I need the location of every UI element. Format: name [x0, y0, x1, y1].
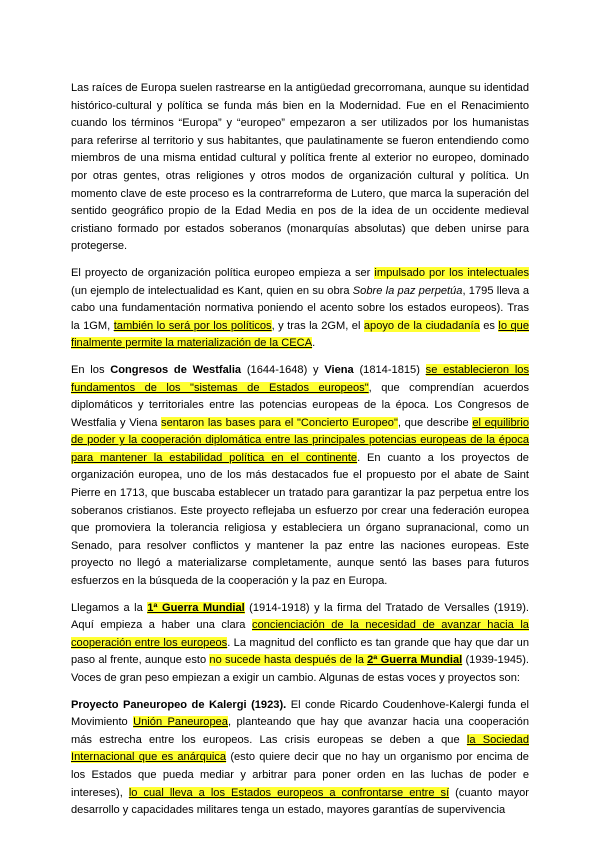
text-run: (1939-1945). Voces de gran peso empiezan a exigir un cambio. Algunas de estas voces y proyectos son: — [71, 654, 529, 684]
text-run: El conde Ricardo Coudenhove-Kalergi funda el Movimiento — [71, 698, 529, 729]
highlight-after-ww2: no sucede hasta después de la — [209, 654, 368, 667]
highlight-confrontation: lo cual lleva a los Estados europeos a confrontarse entre sí — [128, 786, 450, 799]
work-title: Sobre la paz perpetúa — [352, 284, 463, 297]
text-run: es — [479, 319, 499, 332]
paragraph-world-wars — [71, 600, 529, 688]
text-run: Llegamos a la — [71, 601, 148, 614]
text-run: (cuanto mayor desarrollo y capacidades militares tenga un estado, mayores garantías de supervivencia — [71, 786, 529, 817]
highlight-anarchic-society: la Sociedad Internacional que es anárquica — [71, 733, 529, 764]
highlight-concierto: sentaron las bases para el "Concierto Europeo" — [161, 416, 398, 429]
highlight-balance-power: el equilibrio de poder y la cooperación diplomática entre las principales potencias europeas de la época para mantener la estabilidad política en el continente — [71, 416, 529, 464]
highlight-union-paneuropea: Unión Paneuropea — [133, 716, 228, 729]
highlight-citizenship: apoyo de la ciudadanía — [363, 319, 480, 332]
paragraph-kalergi — [71, 697, 529, 820]
paragraph-political-project — [71, 265, 529, 353]
text-run: (1914-1918) y la firma del Tratado de Versalles (1919). Aquí empieza a haber una clara — [71, 601, 529, 632]
text-run: (1644-1648) y — [241, 363, 325, 376]
text-run: (esto quiere decir que no hay un organismo por encima de los Estados que pueda mediar y arbitrar para poner orden en las luchas de poder e intereses), — [71, 751, 529, 799]
bold-westfalia: Congresos de Westfalia — [110, 363, 242, 376]
paragraph-text: Las raíces de Europa suelen rastrearse en la antigüedad grecorromana, aunque su identidad histórico-cultural y política se funda más bien en la Modernidad. Fue en el Renacimiento cuando los términos “Europa” y “europeo” empezaron a ser utilizados por los humanistas para referirse al territorio y sus habitantes, que paulatinamente se fueron entendiendo como miembros de una misma entidad cultural y política frente al exterior no europeo, dominado por otras gentes, otras religiones y otros modos de organización cultural y política. Un momento clave de este proceso es la contrarreforma de Lutero, que marca la superación del sentido geográfico propio de la Edad Media en pos de la idea de un occidente medieval cristiano formado por estados soberanos (monarquías absolutas) que deben unirse para protegerse. — [71, 82, 529, 253]
text-run: , que describe — [397, 416, 473, 429]
text-run: En los — [71, 363, 111, 376]
highlight-politicians: también lo será por los políticos — [113, 319, 272, 332]
text-run: , que comprendían acuerdos diplomáticos y territoriales entre las potencias europeas de la época. Los Congresos de Westfalia y Viena — [71, 381, 529, 429]
text-run: (un ejemplo de intelectualidad es Kant, quien en su obra — [71, 284, 353, 297]
text-run: , y tras la 2GM, el — [271, 319, 364, 332]
text-run: , planteando que hay que avanzar hacia una cooperación más estrecha entre los europeos. Las crisis europeas se deben a que — [71, 716, 529, 746]
text-run: . La magnitud del conflicto es tan grande que hay que dar un paso al frente, aunque esto — [71, 636, 529, 667]
highlight-state-systems: se establecieron los fundamentos de los "sistemas de Estados europeos" — [71, 363, 529, 394]
highlight-ceca: lo que finalmente permite la materialización de la CECA — [71, 319, 529, 350]
bold-ww2: 2ª Guerra Mundial — [367, 654, 463, 667]
highlight-awareness: concienciación de la necesidad de avanzar hacia la cooperación entre los europeos — [71, 619, 529, 649]
bold-viena: Viena — [324, 363, 354, 376]
paragraph-origins — [71, 80, 529, 256]
text-run: . — [312, 337, 316, 350]
bold-ww1: 1ª Guerra Mundial — [147, 601, 245, 614]
text-run: (1814-1815) — [353, 363, 426, 376]
bold-kalergi-title: Proyecto Paneuropeo de Kalergi (1923). — [71, 698, 287, 711]
text-run: , 1795 lleva a cabo una fundamentación normativa poniendo el acento sobre los estados europeos). Tras la 1GM, — [71, 284, 529, 332]
paragraph-congresses — [71, 362, 529, 591]
highlight-intellectuals: impulsado por los intelectuales — [374, 266, 530, 279]
text-run: . En cuanto a los proyectos de organización europea, uno de los más destacados fue el propuesto por el abate de Saint Pierre en 1713, que buscaba establecer un tratado para garantizar la paz perpetua entre los soberanos cristianos. Este proyecto reflejaba un esfuerzo por crear una federación europea que promoviera la tolerancia religiosa y estableciera un órgano supranacional, como un Senado, para resolver conflictos y mantener la paz entre las naciones europeas. Este proyecto no llegó a materializarse completamente, aunque sentó las bases para futuros esfuerzos en la búsqueda de la cooperación y la paz en Europa. — [71, 451, 529, 588]
text-run: El proyecto de organización política europeo empieza a ser — [71, 266, 375, 279]
